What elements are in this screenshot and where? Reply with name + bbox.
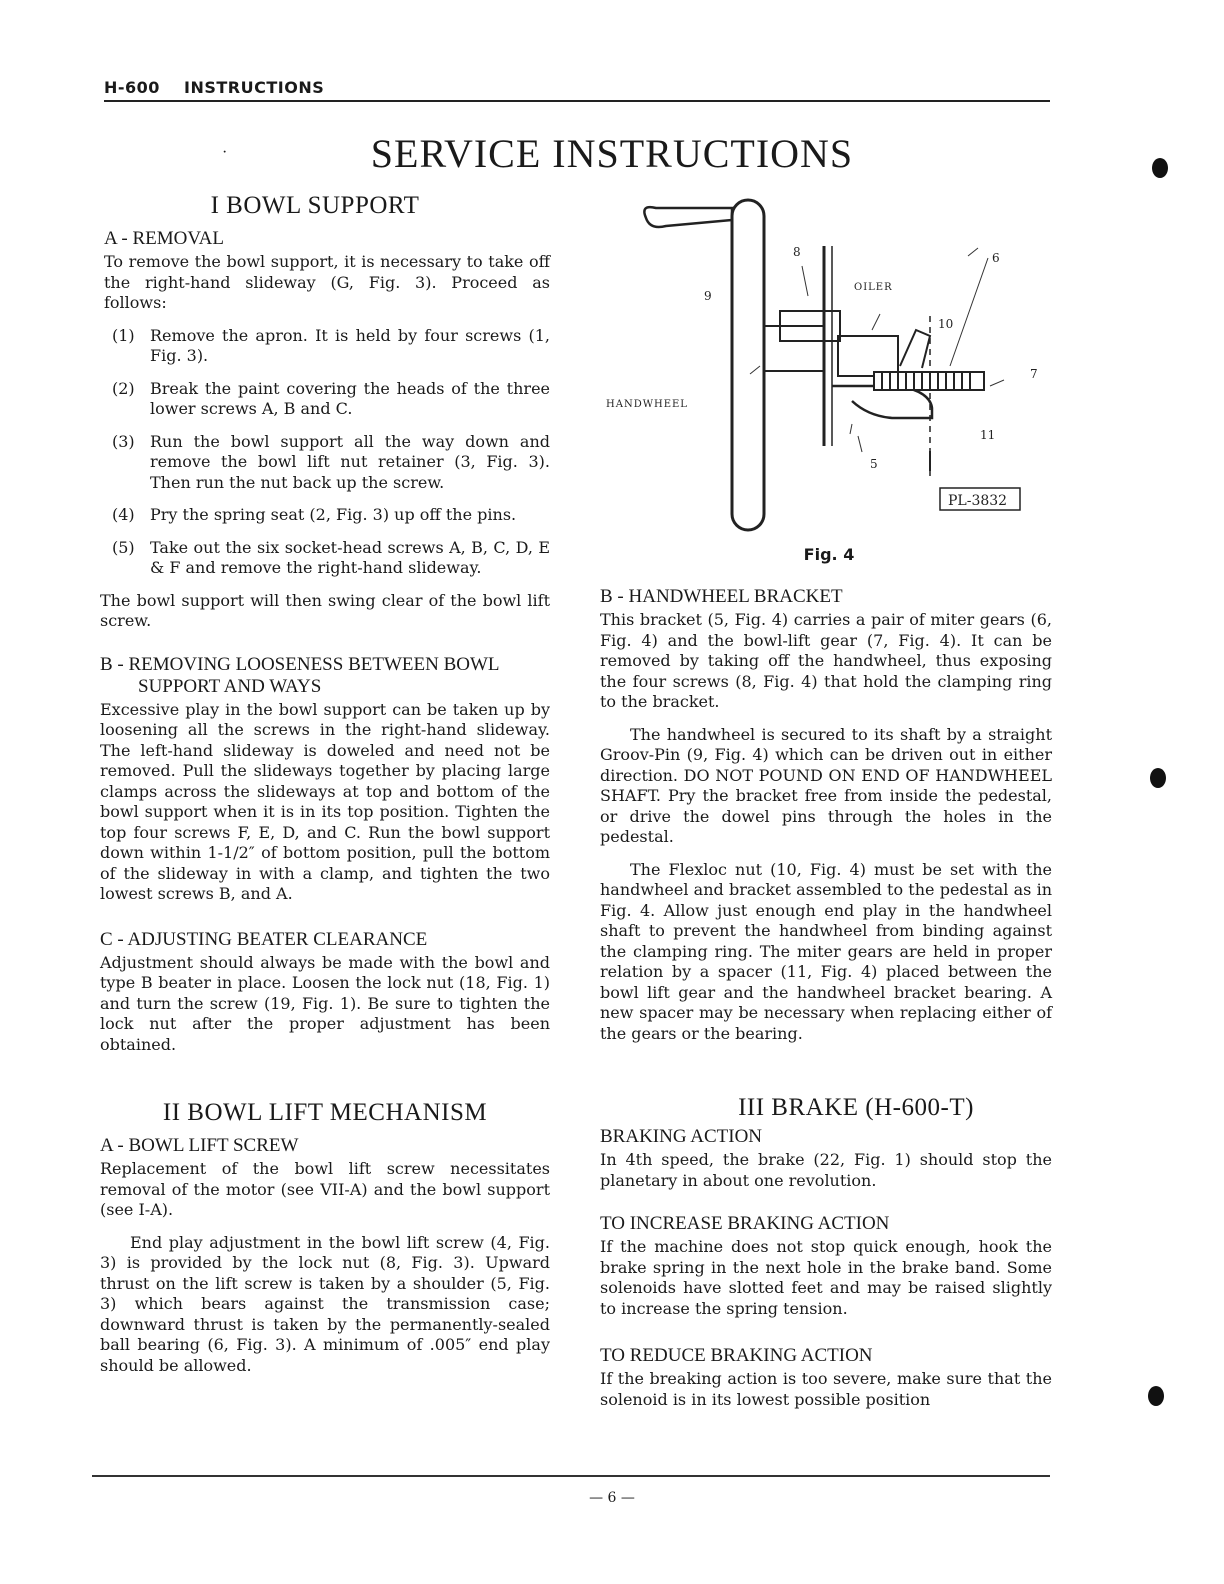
label-6: 6 xyxy=(992,251,1000,265)
section-3b-title: TO INCREASE BRAKING ACTION xyxy=(600,1213,890,1234)
section-1b-text: Excessive play in the bowl support can be taken up by loosening all the screws in the right-hand slideway. The left-hand slideway is doweled and need not be removed. Pull the slideways together by placing large clamps across the slideways at top and bottom of the bowl support when it is in its top position. Tighten the top four screws F, E, D, and C. Run the bowl support down within 1-1/2″ of bottom position, pull the bottom of the slideway in with a clamp, and tighten the two lowest screws B, and A. xyxy=(100,699,550,903)
punch-hole-bottom xyxy=(1148,1386,1164,1406)
step-item xyxy=(100,326,550,367)
header-section: INSTRUCTIONS xyxy=(184,78,325,97)
header-model: H-600 xyxy=(104,78,160,97)
figure-caption: Fig. 4 xyxy=(803,545,855,564)
step-number: (1) xyxy=(112,325,135,345)
step-text: Pry the spring seat (2, Fig. 3) up off the pins. xyxy=(150,505,517,524)
section-1b-title: B - REMOVING LOOSENESS BETWEEN BOWL SUPPORT AND WAYS xyxy=(100,653,499,697)
handwheel-spoke xyxy=(732,200,764,530)
section-1b2-title: B - HANDWHEEL BRACKET xyxy=(600,586,843,607)
section-2a-para-2: End play adjustment in the bowl lift screw (4, Fig. 3) is provided by the lock nut (8, Fig. 3). Upward thrust on the lift screw is taken by a shoulder (5, Fig. 3) which bears against the transmission case; downward thrust is taken by the permanently-sealed ball bearing (6, Fig. 3). A minimum of .005″ end play should be allowed. xyxy=(100,1232,550,1375)
plate-number: PL-3832 xyxy=(948,493,1008,509)
right-column xyxy=(600,196,1052,1410)
section-1b2-para-2: The handwheel is secured to its shaft by a straight Groov-Pin (9, Fig. 4) which can be driven out in either direction. DO NOT POUND ON END OF HANDWHEEL SHAFT. Pry the bracket free from inside the pedestal, or drive the dowel pins through the holes in the pedestal. xyxy=(600,724,1052,846)
left-column xyxy=(100,192,550,1376)
punch-hole-middle xyxy=(1150,768,1166,788)
step-number: (2) xyxy=(112,378,135,398)
step-text: Remove the apron. It is held by four screws (1, Fig. 3). xyxy=(150,325,550,365)
footer-rule xyxy=(92,1475,1050,1477)
step-item xyxy=(100,379,550,420)
page-title xyxy=(0,130,1224,177)
label-5: 5 xyxy=(870,457,878,471)
handwheel-bracket-drawing xyxy=(600,196,1052,541)
title-dot: · xyxy=(222,144,229,161)
section-1a-title: A - REMOVAL xyxy=(104,228,224,249)
removal-steps xyxy=(100,326,550,579)
step-item xyxy=(100,505,550,526)
section-2a-title: A - BOWL LIFT SCREW xyxy=(100,1135,299,1156)
step-text: Take out the six socket-head screws A, B, C, D, E & F and remove the right-hand slideway. xyxy=(150,537,550,577)
section-2-title: II BOWL LIFT MECHANISM xyxy=(162,1099,488,1126)
section-1a-outro: The bowl support will then swing clear of the bowl lift screw. xyxy=(100,590,550,630)
crank-handle xyxy=(644,207,732,227)
bracket-housing xyxy=(838,336,898,376)
step-number: (3) xyxy=(112,431,135,451)
section-1-title: I BOWL SUPPORT xyxy=(210,192,420,219)
step-item xyxy=(100,432,550,494)
leader-lines xyxy=(750,248,1004,452)
label-7: 7 xyxy=(1030,367,1038,381)
section-1a-intro: To remove the bowl support, it is necessary to take off the right-hand slideway (G, Fig. 3). Proceed as follows: xyxy=(104,252,550,312)
label-8: 8 xyxy=(793,245,801,259)
step-number: (5) xyxy=(112,537,135,557)
section-3c-title: TO REDUCE BRAKING ACTION xyxy=(600,1345,873,1366)
section-3a-title: BRAKING ACTION xyxy=(600,1126,763,1147)
label-oiler: OILER xyxy=(854,282,893,293)
section-1c-title: C - ADJUSTING BEATER CLEARANCE xyxy=(100,928,428,950)
punch-hole-top xyxy=(1152,158,1168,178)
label-9: 9 xyxy=(704,289,712,303)
step-text: Run the bowl support all the way down and remove the bowl lift nut retainer (3, Fig. 3). Then run the nut back up the screw. xyxy=(150,431,550,492)
figure-4-diagram xyxy=(600,196,1052,541)
section-1b2-para-3: The Flexloc nut (10, Fig. 4) must be set with the handwheel and bracket assembled to the pedestal as in Fig. 4. Allow just enough end play in the handwheel shaft to prevent the handwheel from binding against the clamping ring. The miter gears are held in proper relation by a spacer (11, Fig. 4) placed between the bowl lift gear and the handwheel bracket bearing. A new spacer may be necessary when replacing either of the gears or the bearing. xyxy=(600,859,1052,1043)
page-number: — 6 — xyxy=(589,1490,635,1506)
label-10: 10 xyxy=(938,317,954,331)
section-3-title: III BRAKE (H-600-T) xyxy=(738,1094,974,1121)
section-3c-text: If the breaking action is too severe, make sure that the solenoid is in its lowest possible position xyxy=(600,1369,1052,1409)
section-1b2-para-1: This bracket (5, Fig. 4) carries a pair of miter gears (6, Fig. 4) and the bowl-lift gear (7, Fig. 4). It can be removed by taking off the handwheel, thus exposing the four screws (8, Fig. 4) that hold the clamping ring to the bracket. xyxy=(600,610,1052,711)
step-text: Break the paint covering the heads of the three lower screws A, B and C. xyxy=(150,378,550,418)
page-title-text: SERVICE INSTRUCTIONS xyxy=(370,131,854,176)
section-1c-text: Adjustment should always be made with the bowl and type B beater in place. Loosen the lock nut (18, Fig. 1) and turn the screw (19, Fig. 1). Be sure to tighten the lock nut after the proper adjustment has been obtained. xyxy=(100,952,550,1054)
label-handwheel: HANDWHEEL xyxy=(606,399,688,410)
step-item xyxy=(100,538,550,579)
section-2a-para-1: Replacement of the bowl lift screw necessitates removal of the motor (see VII-A) and the bowl support (see I-A). xyxy=(100,1159,550,1219)
section-3b-text: If the machine does not stop quick enough, hook the brake spring in the next hole in the brake band. Some solenoids have slotted feet and may be raised slightly to increase the spring tension. xyxy=(600,1237,1052,1318)
step-number: (4) xyxy=(112,505,135,524)
label-11: 11 xyxy=(980,428,996,442)
section-3a-text: In 4th speed, the brake (22, Fig. 1) should stop the planetary in about one revolution. xyxy=(600,1150,1052,1190)
running-header xyxy=(104,78,1050,102)
miter-gear xyxy=(900,330,930,368)
